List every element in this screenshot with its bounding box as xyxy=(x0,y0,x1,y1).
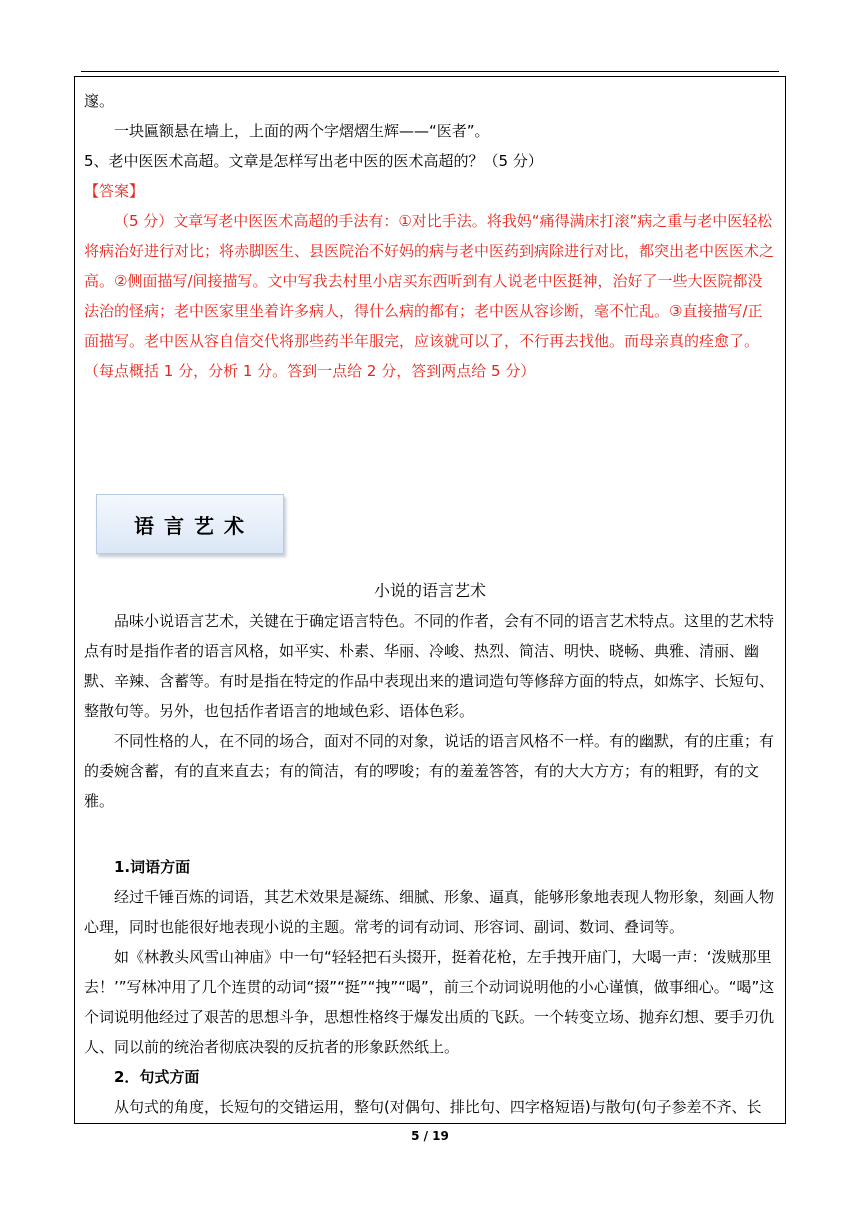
article-title: 小说的语言艺术 xyxy=(373,581,486,600)
plaque-sentence: 一块匾额悬在墙上，上面的两个字熠熠生辉——“医者”。 xyxy=(114,122,490,140)
paragraph: 品味小说语言艺术，关键在于确定语言特色。不同的作者，会有不同的语言艺术特点。这里的艺术特点有时是指作者的语言风格，如平实、朴素、华丽、冷峻、热烈、简洁、明快、晓畅、典雅、清丽、幽默、辛辣、含蓄等。有时是指在特定的作品中表现出来的遣词造句等修辞方面的特点，如炼字、长短句、整散句等。另外，也包括作者语言的地域色彩、语体色彩。 xyxy=(84,612,775,720)
article-body xyxy=(84,606,776,1122)
header-rule xyxy=(81,71,779,72)
section-heading-text: 语言艺术 xyxy=(134,513,254,538)
subheading-words: 1.词语方面 xyxy=(114,858,191,876)
answer-label: 【答案】 xyxy=(84,182,145,200)
paragraph: 如《林教头风雪山神庙》中一句“轻轻把石头掇开，挺着花枪，左手拽开庙门，大喝一声：‘泼贼那里去！’”写林冲用了几个连贯的动词“掇”“挺”“拽”“喝”，前三个动词说明他的小心谨慎，做事细心。“喝”这个词说明他经过了艰苦的思想斗争，思想性格终于爆发出质的飞跃。一个转变立场、抛弃幻想、要手刃仇人、同以前的统治者彻底决裂的反抗者的形象跃然纸上。 xyxy=(84,948,775,1056)
paragraph: 从句式的角度，长短句的交错运用，整句(对偶句、排比句、四字格短语)与散句(句子参差不齐、长 xyxy=(114,1098,762,1116)
question-5: 5、老中医医术高超。文章是怎样写出老中医的医术高超的？（5 分） xyxy=(84,152,543,170)
text-line-ending: 邃。 xyxy=(84,92,115,110)
section-heading-box xyxy=(96,494,284,554)
answer-block xyxy=(84,86,776,386)
answer-text: （5 分）文章写老中医医术高超的手法有：①对比手法。将我妈“痛得满床打滚”病之重与老中医轻松将病治好进行对比；将赤脚医生、县医院治不好妈的病与老中医药到病除进行对比，都突出老中医医术之高。②侧面描写/间接描写。文中写我去村里小店买东西听到有人说老中医挺神，治好了一些大医院都没法治的怪病；老中医家里坐着许多病人，得什么病的都有；老中医从容诊断，毫不忙乱。③直接描写/正面描写。老中医从容自信交代将那些药半年服完，应该就可以了，不行再去找他。而母亲真的痊愈了。（每点概括 1 分，分析 1 分。答到一点给 2 分，答到两点给 5 分） xyxy=(84,212,775,380)
subheading-sentences: 2．句式方面 xyxy=(114,1068,200,1086)
paragraph: 经过千锤百炼的词语，其艺术效果是凝练、细腻、形象、逼真，能够形象地表现人物形象，刻画人物心理，同时也能很好地表现小说的主题。常考的词有动词、形容词、副词、数词、叠词等。 xyxy=(84,888,775,936)
page-number: 5 / 19 xyxy=(411,1129,449,1143)
paragraph: 不同性格的人，在不同的场合，面对不同的对象，说话的语言风格不一样。有的幽默，有的庄重；有的委婉含蓄，有的直来直去；有的简洁，有的啰唆；有的羞羞答答，有的大大方方；有的粗野，有的文雅。 xyxy=(84,732,775,810)
